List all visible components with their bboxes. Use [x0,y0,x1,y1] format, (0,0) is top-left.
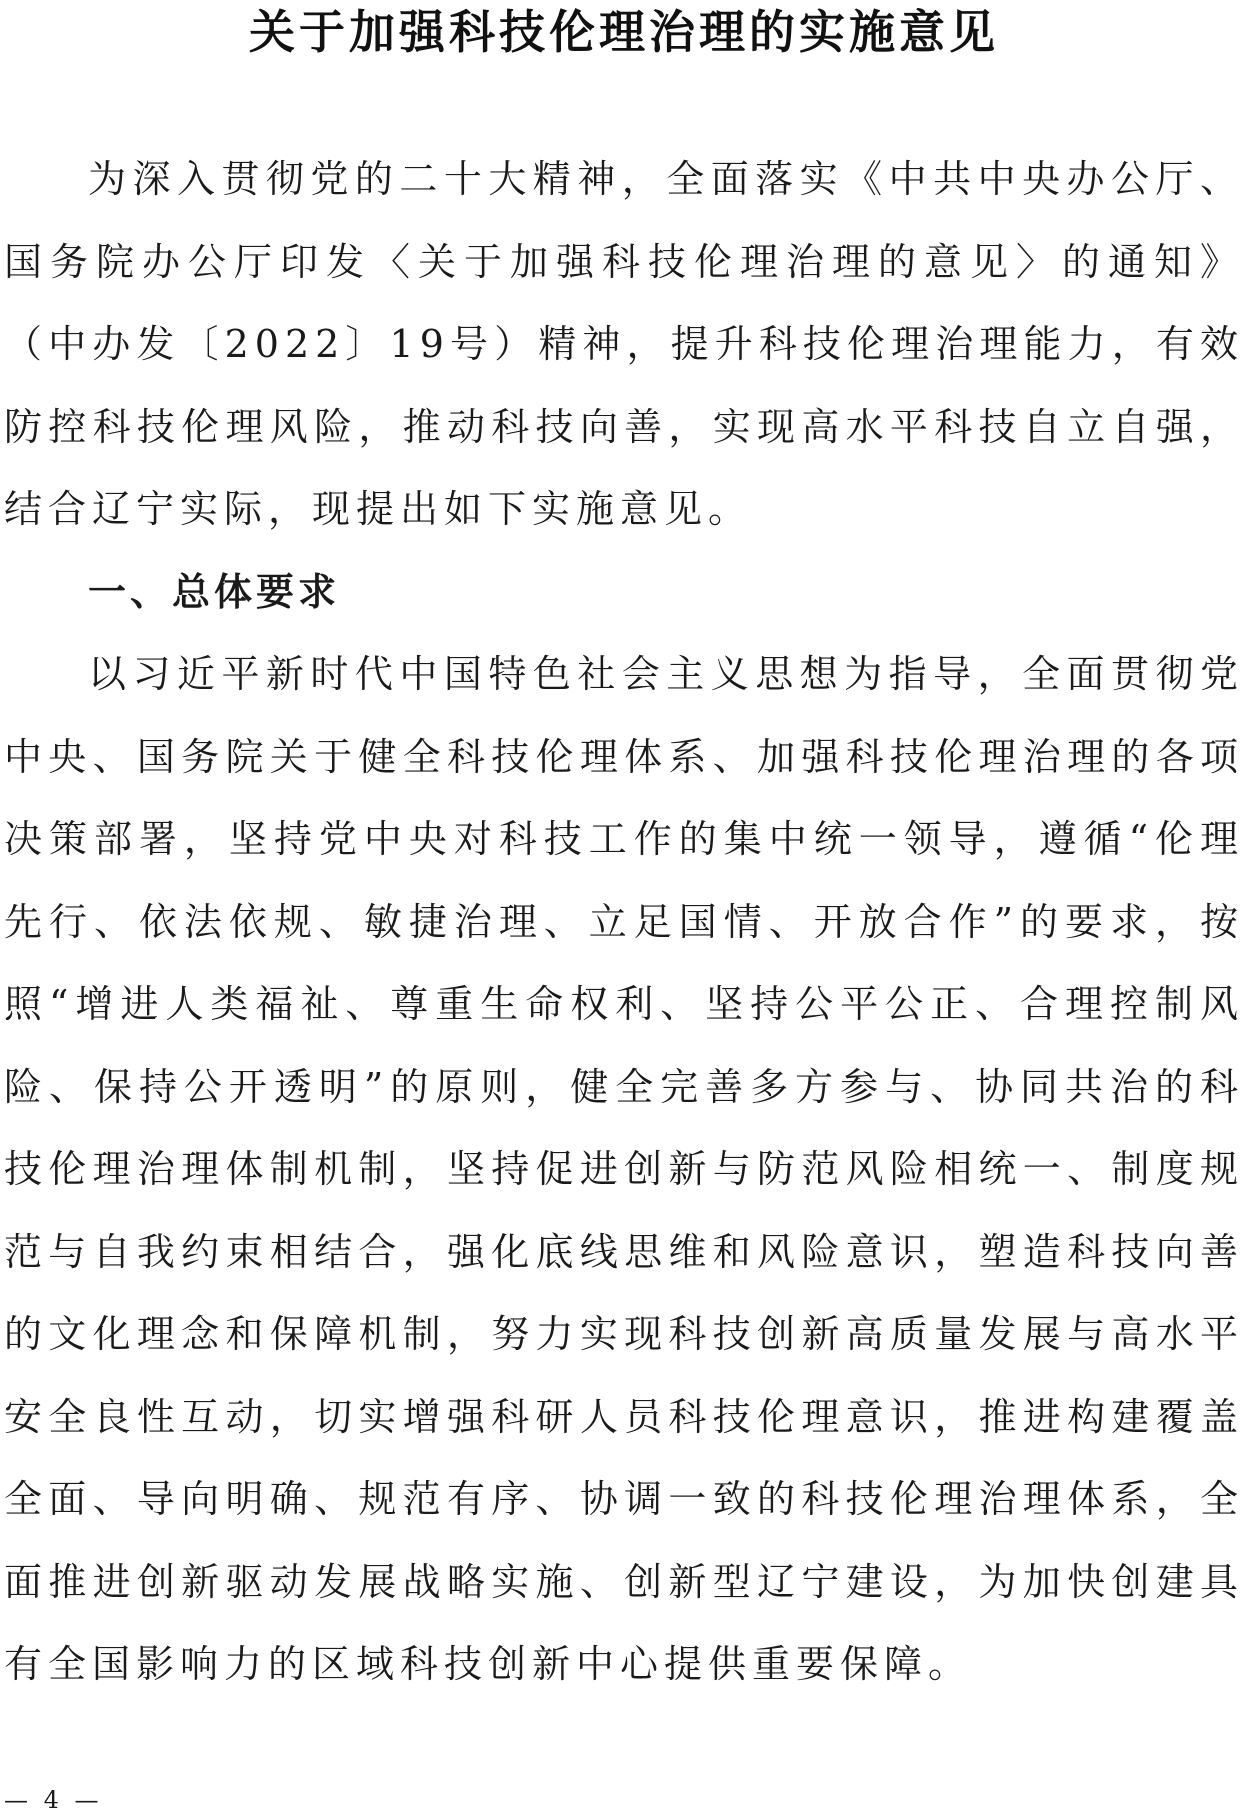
section-paragraph: 以习近平新时代中国特色社会主义思想为指导，全面贯彻党中央、国务院关于健全科技伦理体系、加强科技伦理治理的各项决策部署，坚持党中央对科技工作的集中统一领导，遵循“伦理先行、依法依规、敏捷治理、立足国情、开放合作”的要求，按照“增进人类福祉、尊重生命权利、坚持公平公正、合理控制风险、保持公开透明”的原则，健全完善多方参与、协同共治的科技伦理治理体制机制，坚持促进创新与防范风险相统一、制度规范与自我约束相结合，强化底线思维和风险意识，塑造科技向善的文化理念和保障机制，努力实现科技创新高质量发展与高水平安全良性互动，切实增强科研人员科技伦理意识，推进构建覆盖全面、导向明确、规范有序、协调一致的科技伦理治理体系，全面推进创新驱动发展战略实施、创新型辽宁建设，为加快创建具有全国影响力的区域科技创新中心提供重要保障。 [4,652,1244,1686]
page-number: — 4 — [4,1786,103,1814]
intro-paragraph: 为深入贯彻党的二十大精神，全面落实《中共中央办公厅、国务院办公厅印发〈关于加强科技伦理治理的意见〉的通知》（中办发〔2022〕19号）精神，提升科技伦理治理能力，有效防控科技伦理风险，推动科技向善，实现高水平科技自立自强，结合辽宁实际，现提出如下实施意见。 [4,157,1244,531]
section-heading: 一、总体要求 [88,569,341,614]
document-title: 关于加强科技伦理治理的实施意见 [249,5,999,59]
document-body [4,138,1244,1706]
